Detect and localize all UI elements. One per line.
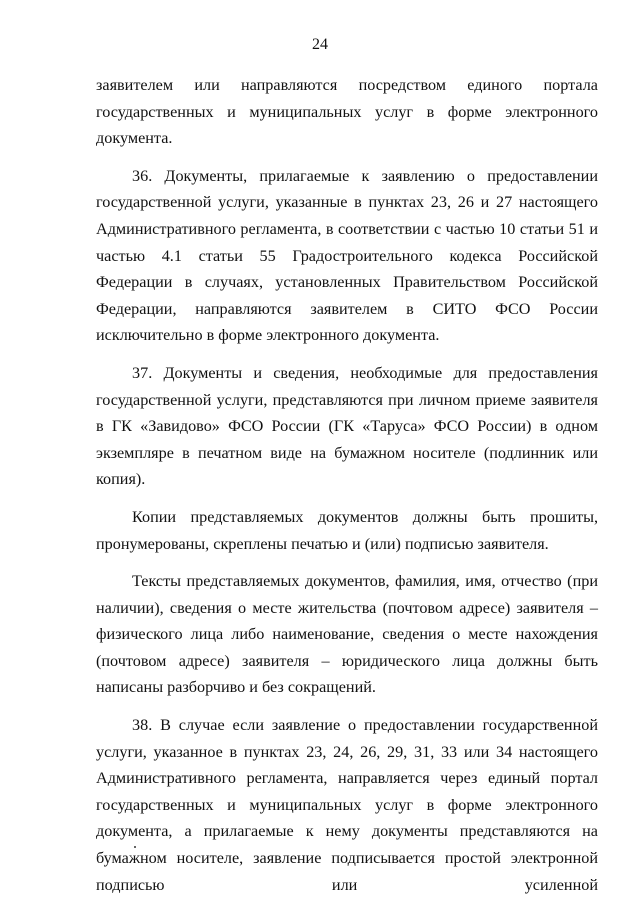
paragraph-37: 37. Документы и сведения, необходимые для предоставления государственной услуги, представляются при личном приеме заявителя в ГК «Завидово» ФСО России (ГК «Таруса» ФСО России) в одном экземпляре в печатном виде на бумажном носителе (подлинник или копия). [96, 363, 598, 489]
scan-speck [134, 846, 136, 848]
paragraph-36: 36. Документы, прилагаемые к заявлению о предоставлении государственной услуги, указанные в пунктах 23, 26 и 27 настоящего Административного регламента, в соответствии с частью 10 статьи 51 и частью 4.1 статьи 55 Градостроительного кодекса Российской Федерации в случаях, установленных Правительством Российской Федерации, направляются заявителем в СИТО ФСО России исключительно в форме электронного документа. [96, 166, 598, 345]
paragraph-38: 38. В случае если заявление о предоставлении государственной услуги, указанное в пунктах 23, 24, 26, 29, 31, 33 или 34 настоящего Административного регламента, направляется через единый портал государственных и муниципальных услуг в форме электронного документа, а прилагаемые к нему документы представляются на бумажном носителе, заявление подписывается простой электронной подписью или усиленной [96, 716, 598, 894]
paragraph-copies: Копии представляемых документов должны быть прошиты, пронумерованы, скреплены печатью и (или) подписью заявителя. [96, 507, 598, 553]
document-body [96, 72, 598, 898]
paragraph-texts: Тексты представляемых документов, фамилия, имя, отчество (при наличии), сведения о месте жительства (почтовом адресе) заявителя – физического лица либо наименование, сведения о месте нахождения (почтовом адресе) заявителя – юридического лица должны быть написаны разборчиво и без сокращений. [96, 572, 598, 697]
page-number: 24 [312, 36, 328, 53]
paragraph-continuation: заявителем или направляются посредством единого портала государственных и муниципальных услуг в форме электронного документа. [96, 76, 598, 148]
